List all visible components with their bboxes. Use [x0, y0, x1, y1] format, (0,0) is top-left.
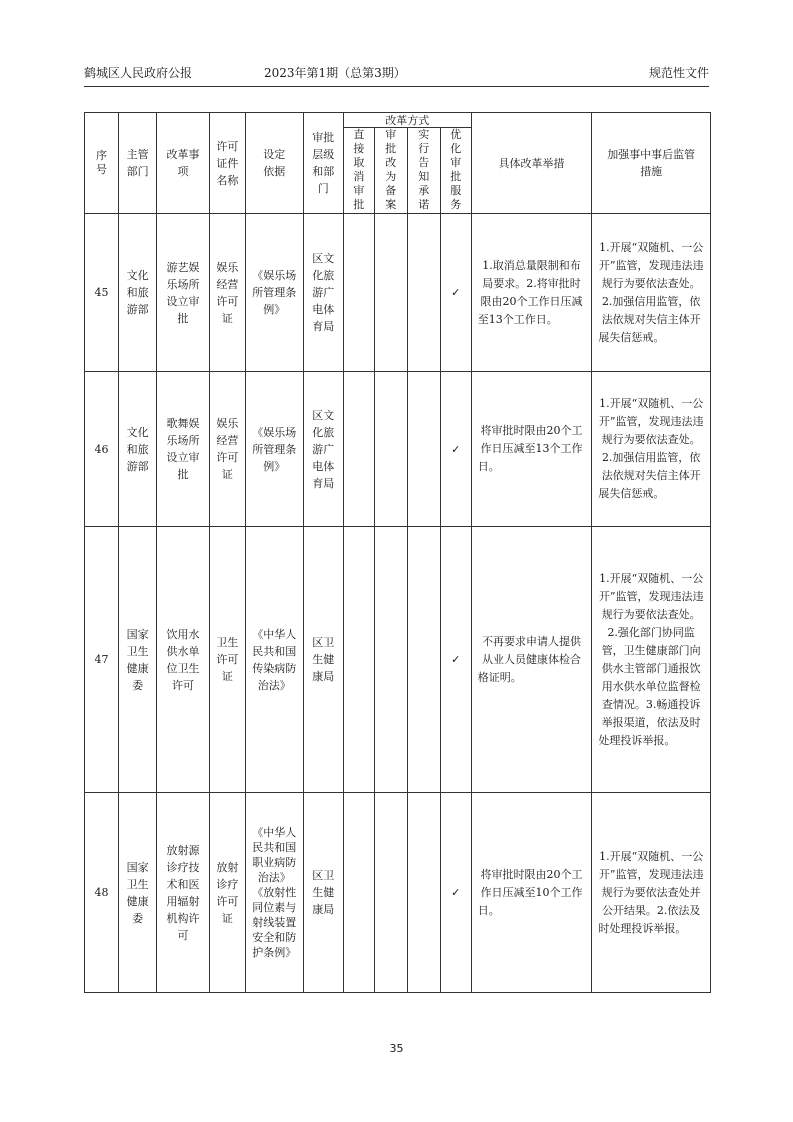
header-item: 改革事项: [157, 113, 210, 214]
header-method-optimize: 优化审批服务: [440, 128, 471, 214]
header-issue: 2023年第1期（总第3期）: [264, 66, 406, 80]
cell-item: 歌舞娱乐场所设立审批: [157, 372, 210, 527]
header-method-cancel: 直接取消审批: [343, 128, 374, 214]
cell-basis: 《中华人民共和国职业病防治法》《放射性同位素与射线装置安全和防护条例》: [245, 793, 303, 993]
cell-method-optimize: ✓: [440, 793, 471, 993]
table-row: [85, 793, 711, 993]
cell-license: 放射诊疗许可证: [209, 793, 245, 993]
header-rule: [84, 86, 709, 87]
cell-license: 娱乐经营许可证: [209, 372, 245, 527]
cell-seq: 48: [85, 793, 119, 993]
header-license: 许可证件名称: [209, 113, 245, 214]
header-method-notice: 实行告知承诺: [407, 128, 440, 214]
cell-method-notice: [407, 793, 440, 993]
cell-dept: 文化和旅游部: [119, 214, 157, 372]
cell-seq: 45: [85, 214, 119, 372]
header-level: 审批层级和部门: [303, 113, 343, 214]
cell-measures: 将审批时限由20个工作日压减至13个工作日。: [471, 372, 592, 527]
cell-measures: 1.取消总量限制和布局要求。2.将审批时限由20个工作日压减至13个工作日。: [471, 214, 592, 372]
cell-item: 放射源诊疗技术和医用辐射机构许可: [157, 793, 210, 993]
cell-level: 区卫生健康局: [303, 793, 343, 993]
cell-dept: 国家卫生健康委: [119, 527, 157, 793]
cell-method-filing: [374, 527, 407, 793]
cell-supervision: 1.开展“双随机、一公开”监管，发现违法违规行为要依法查处。2.加强信用监管，依法依规对失信主体开展失信惩戒。: [592, 214, 711, 372]
cell-item: 饮用水供水单位卫生许可: [157, 527, 210, 793]
cell-level: 区卫生健康局: [303, 527, 343, 793]
cell-level: 区文化旅游广电体育局: [303, 372, 343, 527]
cell-supervision: 1.开展“双随机、一公开”监管，发现违法违规行为要依法查处并公开结果。2.依法及时处理投诉举报。: [592, 793, 711, 993]
table-row: [85, 214, 711, 372]
cell-dept: 文化和旅游部: [119, 372, 157, 527]
cell-basis: 《娱乐场所管理条例》: [245, 214, 303, 372]
cell-seq: 46: [85, 372, 119, 527]
header-publication: 鹤城区人民政府公报: [84, 66, 193, 80]
cell-method-cancel: [343, 793, 374, 993]
table-row: [85, 527, 711, 793]
cell-basis: 《中华人民共和国传染病防治法》: [245, 527, 303, 793]
cell-method-cancel: [343, 214, 374, 372]
page-number: 35: [389, 1042, 404, 1055]
cell-item: 游艺娱乐场所设立审批: [157, 214, 210, 372]
header-basis: 设定依据: [245, 113, 303, 214]
table-row: [85, 372, 711, 527]
cell-method-cancel: [343, 527, 374, 793]
cell-method-filing: [374, 372, 407, 527]
cell-basis: 《娱乐场所管理条例》: [245, 372, 303, 527]
cell-dept: 国家卫生健康委: [119, 793, 157, 993]
cell-level: 区文化旅游广电体育局: [303, 214, 343, 372]
header-supervision: 加强事中事后监管措施: [592, 113, 711, 214]
header-methods-group: 改革方式: [343, 113, 471, 128]
table-header-row: [85, 113, 711, 128]
cell-license: 卫生许可证: [209, 527, 245, 793]
cell-method-filing: [374, 214, 407, 372]
reform-table: [84, 112, 711, 993]
header-dept: 主管部门: [119, 113, 157, 214]
cell-method-filing: [374, 793, 407, 993]
cell-method-notice: [407, 214, 440, 372]
cell-method-optimize: ✓: [440, 372, 471, 527]
cell-method-notice: [407, 372, 440, 527]
cell-supervision: 1.开展“双随机、一公开”监管，发现违法违规行为要依法查处。2.强化部门协同监管，卫生健康部门向供水主管部门通报饮用水供水单位监督检查情况。3.畅通投诉举报渠道，依法及时处理投诉举报。: [592, 527, 711, 793]
cell-measures: 不再要求申请人提供从业人员健康体检合格证明。: [471, 527, 592, 793]
cell-measures: 将审批时限由20个工作日压减至10个工作日。: [471, 793, 592, 993]
header-measures: 具体改革举措: [471, 113, 592, 214]
cell-license: 娱乐经营许可证: [209, 214, 245, 372]
cell-method-optimize: ✓: [440, 214, 471, 372]
cell-method-notice: [407, 527, 440, 793]
cell-method-optimize: ✓: [440, 527, 471, 793]
header-section: 规范性文件: [648, 66, 709, 80]
header-seq: 序号: [85, 113, 119, 214]
header-method-filing: 审批改为备案: [374, 128, 407, 214]
cell-seq: 47: [85, 527, 119, 793]
cell-method-cancel: [343, 372, 374, 527]
page-header: [84, 64, 709, 84]
cell-supervision: 1.开展“双随机、一公开”监管，发现违法违规行为要依法查处。2.加强信用监管，依法依规对失信主体开展失信惩戒。: [592, 372, 711, 527]
